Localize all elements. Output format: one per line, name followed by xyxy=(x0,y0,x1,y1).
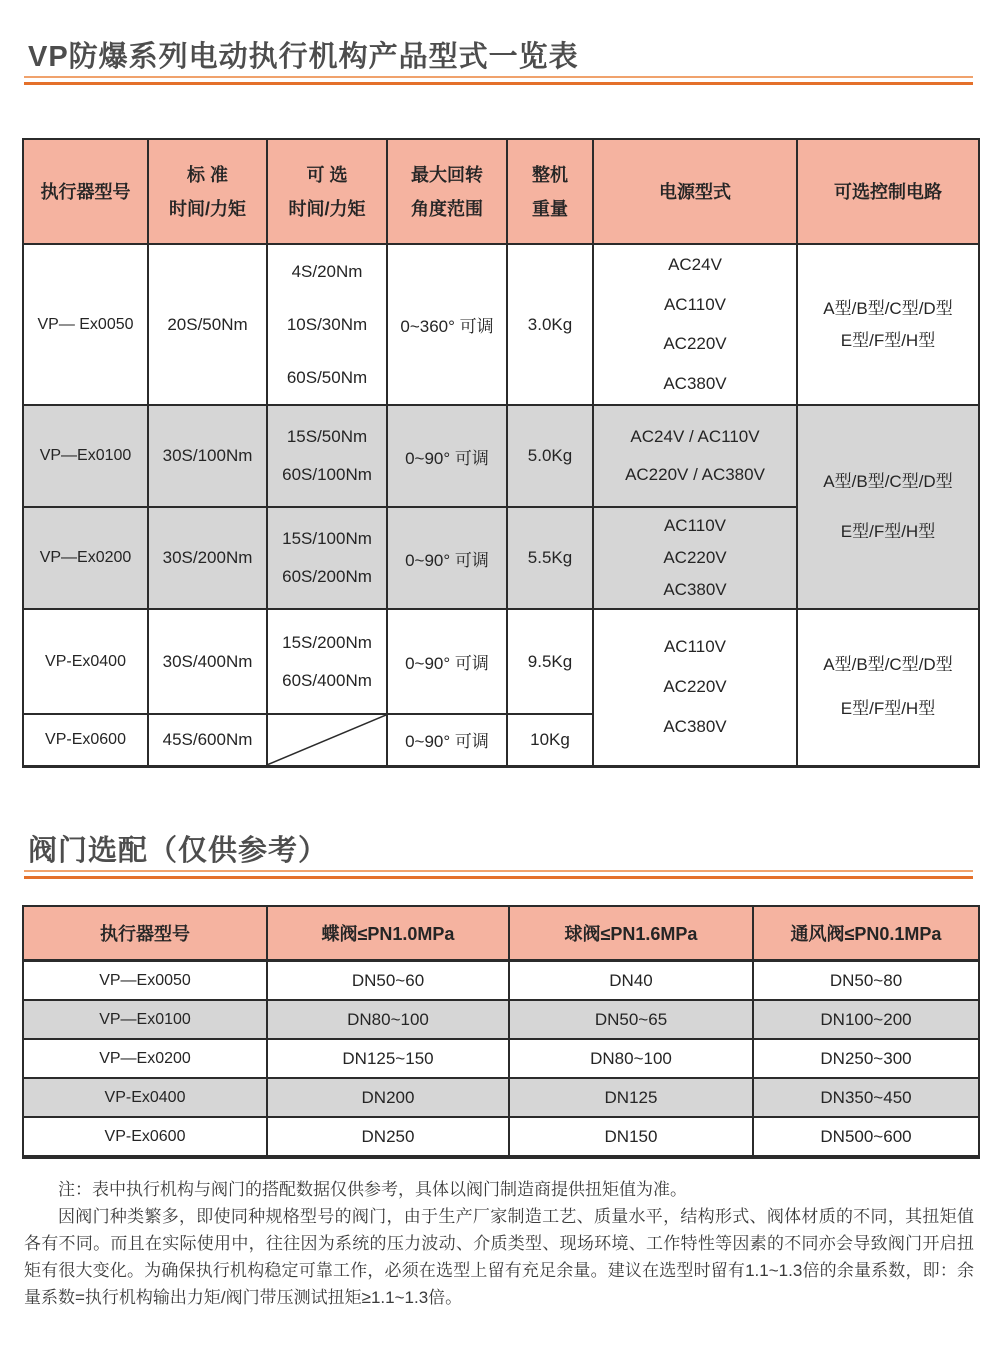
table-row xyxy=(23,961,979,1001)
cell-line: AC24V xyxy=(668,254,722,274)
valve-header-row xyxy=(23,906,979,961)
cell-angle-range: 0~90° 可调 xyxy=(387,714,507,766)
header-text: 标 准 xyxy=(186,164,228,185)
cell-vent: DN50~80 xyxy=(753,961,979,1001)
cell-vent: DN500~600 xyxy=(753,1117,979,1157)
header-text: 最大回转 xyxy=(411,164,483,185)
cell-line: E型/F型/H型 xyxy=(840,330,936,350)
cell-power-type xyxy=(593,244,797,405)
cell-ball: DN150 xyxy=(509,1117,753,1157)
cell-lines xyxy=(594,245,796,404)
cell-line: A型/B型/C型/D型 xyxy=(823,655,953,675)
cell-line: 60S/100Nm xyxy=(282,465,372,484)
header-text: 重量 xyxy=(532,198,568,219)
header-vent-valve: 通风阀≤PN0.1MPa xyxy=(753,906,979,961)
cell-standard-time: 30S/200Nm xyxy=(148,507,267,609)
cell-line: AC110V xyxy=(663,637,727,657)
cell-line: 4S/20Nm xyxy=(291,261,363,281)
cell-line: 60S/400Nm xyxy=(282,670,372,690)
cell-weight: 10Kg xyxy=(507,714,593,766)
header-text: 可 选 xyxy=(306,164,348,185)
orange-double-rule xyxy=(24,76,973,85)
table-row xyxy=(23,1117,979,1157)
cell-power-type xyxy=(593,507,797,609)
cell-line: AC380V xyxy=(663,580,727,599)
cell-standard-time: 45S/600Nm xyxy=(148,714,267,766)
cell-power-type-merged xyxy=(593,609,797,766)
table-row xyxy=(23,1000,979,1039)
cell-butterfly: DN250 xyxy=(267,1117,509,1157)
note-paragraph: 因阀门种类繁多，即使同种规格型号的阀门，由于生产厂家制造工艺、质量水平，结构形式、阀体材质的不同，其扭矩值各有不同。而且在实际使用中，往往因为系统的压力波动、介质类型、现场环境、工作特性等因素的不同亦会导致阀门开启扭矩有很大变化。为确保执行机构稳定可靠工作，必须在选型上留有充足余量。建议在选型时留有1.1~1.3倍的余量系数，即：余量系数=执行机构输出力矩/阀门带压测试扭矩≥1.1~1.3倍。 xyxy=(24,1207,974,1307)
cell-line: AC220V / AC380V xyxy=(625,465,765,484)
cell-angle-range: 0~90° 可调 xyxy=(387,405,507,507)
cell-angle-range: 0~360° 可调 xyxy=(387,244,507,405)
cell-line: A型/B型/C型/D型 xyxy=(823,472,953,491)
header-actuator-model: 执行器型号 xyxy=(23,906,267,961)
cell-power-type xyxy=(593,405,797,507)
cell-line: AC220V xyxy=(663,677,727,697)
cell-line: A型/B型/C型/D型 xyxy=(823,298,953,318)
cell-butterfly: DN80~100 xyxy=(267,1000,509,1039)
actuator-spec-table xyxy=(22,138,980,768)
cell-angle-range: 0~90° 可调 xyxy=(387,507,507,609)
cell-model: VP—Ex0050 xyxy=(23,961,267,1001)
cell-weight: 9.5Kg xyxy=(507,609,593,714)
cell-control-circuit-merged xyxy=(797,609,979,766)
cell-optional-time xyxy=(267,507,387,609)
cell-line: AC24V / AC110V xyxy=(630,427,760,446)
header-actuator-model xyxy=(23,139,148,244)
header-text: 执行器型号 xyxy=(40,181,131,202)
header-control-circuit xyxy=(797,139,979,244)
cell-weight: 5.5Kg xyxy=(507,507,593,609)
cell-control-circuit-merged xyxy=(797,405,979,609)
valve-section-title: 阀门选配（仅供参考） xyxy=(28,835,329,867)
table-row xyxy=(23,244,979,405)
cell-butterfly: DN50~60 xyxy=(267,961,509,1001)
cell-model: VP—Ex0200 xyxy=(23,507,148,609)
header-text: 角度范围 xyxy=(411,198,483,219)
orange-double-rule xyxy=(24,870,973,879)
header-power-type xyxy=(593,139,797,244)
cell-butterfly: DN125~150 xyxy=(267,1039,509,1078)
cell-optional-time xyxy=(267,405,387,507)
cell-model: VP—Ex0100 xyxy=(23,1000,267,1039)
cell-line: 15S/200Nm xyxy=(282,632,372,652)
header-text: 时间/力矩 xyxy=(288,198,366,219)
header-text: 时间/力矩 xyxy=(168,198,246,219)
cell-butterfly: DN200 xyxy=(267,1078,509,1117)
cell-model: VP-Ex0400 xyxy=(23,609,148,714)
cell-line: AC220V xyxy=(663,548,727,567)
valve-matching-table xyxy=(22,905,980,1159)
cell-optional-time xyxy=(267,609,387,714)
cell-line: E型/F型/H型 xyxy=(840,522,936,541)
cell-line: 15S/50Nm xyxy=(286,427,368,446)
header-text: 电源型式 xyxy=(659,181,731,202)
footnotes xyxy=(24,1176,974,1311)
cell-weight: 5.0Kg xyxy=(507,405,593,507)
cell-vent: DN100~200 xyxy=(753,1000,979,1039)
cell-line: AC380V xyxy=(663,374,727,394)
header-total-weight xyxy=(507,139,593,244)
cell-line: AC110V xyxy=(663,294,727,314)
header-text: 可选控制电路 xyxy=(834,181,942,202)
header-ball-valve: 球阀≤PN1.6MPa xyxy=(509,906,753,961)
cell-control-circuit xyxy=(797,244,979,405)
cell-model: VP—Ex0100 xyxy=(23,405,148,507)
cell-model: VP— Ex0050 xyxy=(23,244,148,405)
header-optional-time-torque xyxy=(267,139,387,244)
cell-standard-time: 30S/400Nm xyxy=(148,609,267,714)
cell-standard-time: 20S/50Nm xyxy=(148,244,267,405)
table-row xyxy=(23,405,979,507)
table-row xyxy=(23,609,979,714)
cell-line: AC110V xyxy=(663,516,727,535)
cell-optional-time xyxy=(267,244,387,405)
cell-model: VP-Ex0600 xyxy=(23,1117,267,1157)
cell-ball: DN50~65 xyxy=(509,1000,753,1039)
cell-angle-range: 0~90° 可调 xyxy=(387,609,507,714)
cell-line: E型/F型/H型 xyxy=(840,699,936,719)
cell-line: 10S/30Nm xyxy=(286,314,368,334)
note-paragraph: 注：表中执行机构与阀门的搭配数据仅供参考，具体以阀门制造商提供扭矩值为准。 xyxy=(58,1180,687,1199)
cell-line: 15S/100Nm xyxy=(282,529,372,548)
diagonal-empty-cell xyxy=(267,714,387,766)
cell-model: VP—Ex0200 xyxy=(23,1039,267,1078)
cell-ball: DN40 xyxy=(509,961,753,1001)
cell-vent: DN350~450 xyxy=(753,1078,979,1117)
spec-section-title: VP防爆系列电动执行机构产品型式一览表 xyxy=(28,41,579,73)
cell-line: AC380V xyxy=(663,717,727,737)
header-butterfly-valve: 蝶阀≤PN1.0MPa xyxy=(267,906,509,961)
cell-vent: DN250~300 xyxy=(753,1039,979,1078)
cell-ball: DN80~100 xyxy=(509,1039,753,1078)
cell-line: 60S/200Nm xyxy=(282,567,372,586)
cell-model: VP-Ex0600 xyxy=(23,714,148,766)
table-row xyxy=(23,1078,979,1117)
table-row xyxy=(23,1039,979,1078)
header-rotation-angle-range xyxy=(387,139,507,244)
diagonal-line-icon xyxy=(268,715,386,765)
cell-model: VP-Ex0400 xyxy=(23,1078,267,1117)
cell-weight: 3.0Kg xyxy=(507,244,593,405)
cell-line: AC220V xyxy=(663,334,727,354)
cell-lines xyxy=(268,245,386,404)
cell-line: 60S/50Nm xyxy=(286,367,368,387)
header-standard-time-torque xyxy=(148,139,267,244)
cell-standard-time: 30S/100Nm xyxy=(148,405,267,507)
header-text: 整机 xyxy=(532,164,568,185)
cell-ball: DN125 xyxy=(509,1078,753,1117)
spec-header-row xyxy=(23,139,979,244)
